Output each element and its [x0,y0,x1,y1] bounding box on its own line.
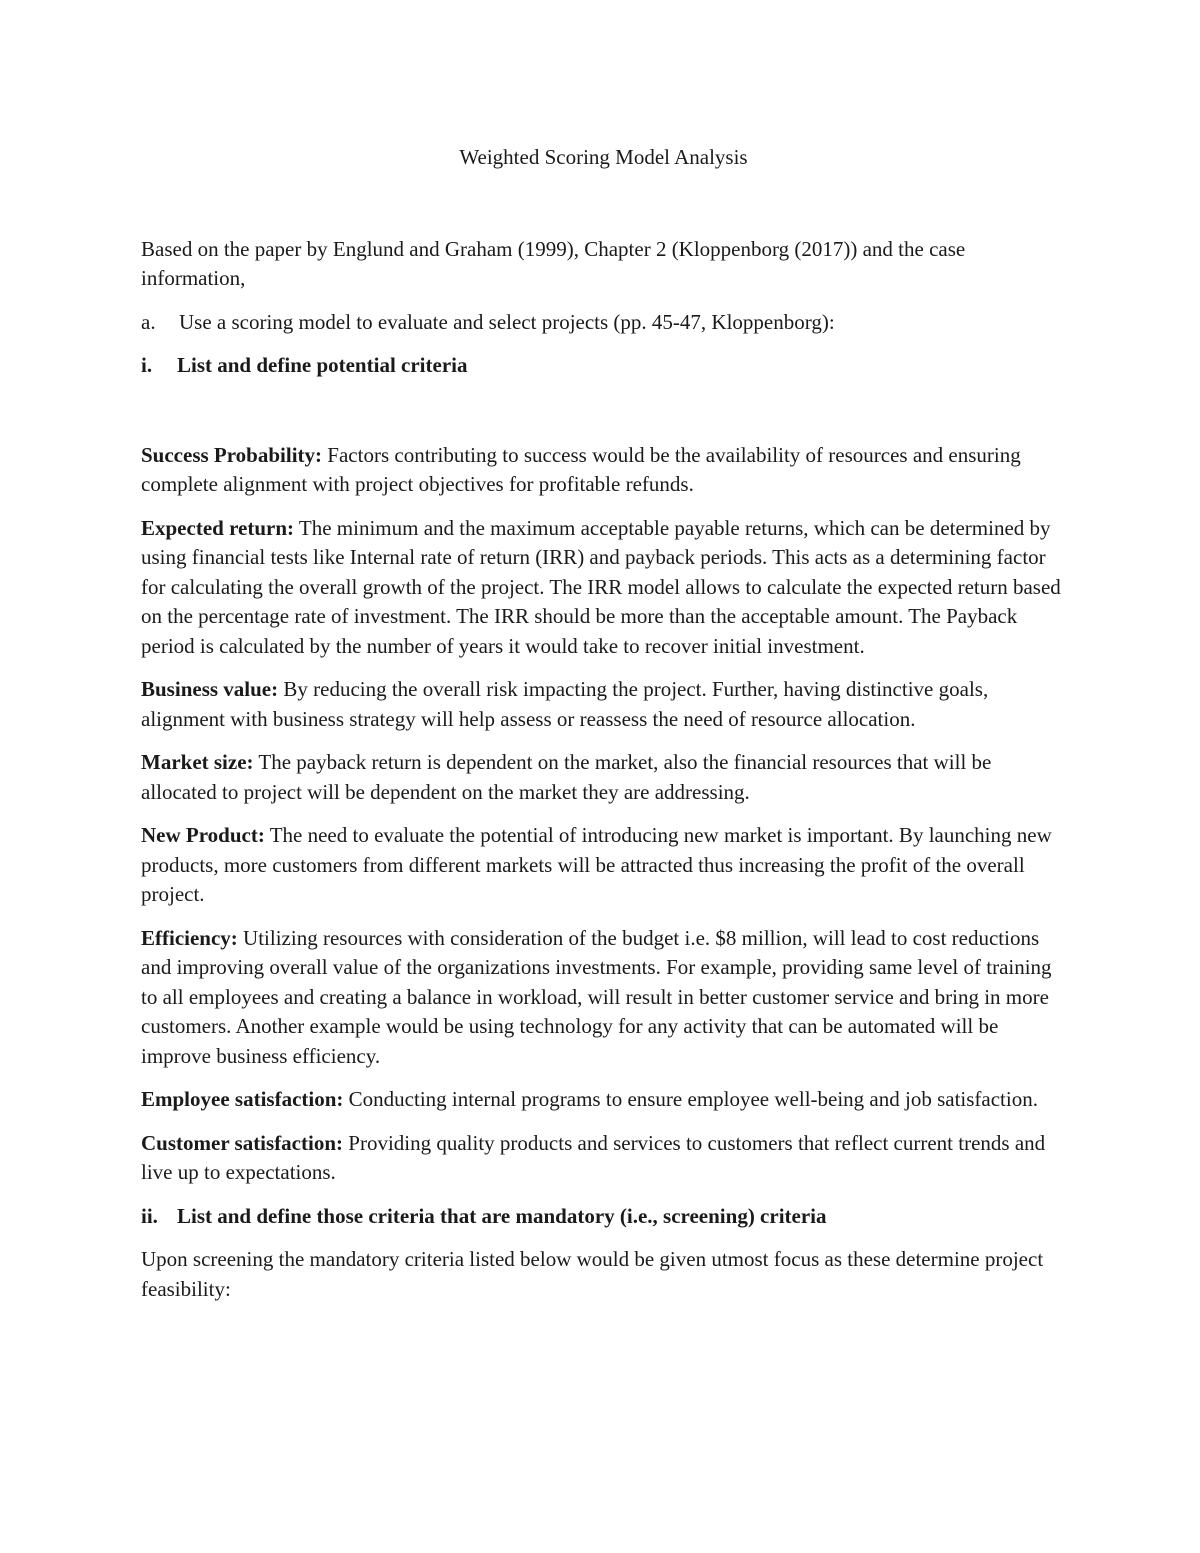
criterion-efficiency [141,924,1066,1072]
criterion-employee-satisfaction [141,1085,1066,1115]
section-heading-ii-text: List and define those criteria that are mandatory (i.e., screening) criteria [177,1203,827,1228]
criterion-term: Efficiency: [141,925,238,950]
criterion-definition: The payback return is dependent on the market, also the financial resources that will be allocated to project will be dependent on the market they are addressing. [141,750,992,804]
criterion-market-size [141,748,1066,807]
criterion-new-product [141,821,1066,910]
section-heading-i-text: List and define potential criteria [177,353,468,377]
criterion-term: Customer satisfaction: [141,1130,344,1155]
criterion-definition: Factors contributing to success would be the availability of resources and ensuring complete alignment with project objectives for profitable refunds. [141,442,1021,496]
criterion-definition: The minimum and the maximum acceptable payable returns, which can be determined by using financial tests like Internal rate of return (IRR) and payback periods. This acts as a determining factor for calculating the overall growth of the project. The IRR model allows to calculate the expected return based on the percentage rate of investment. The IRR should be more than the acceptable amount. The Payback period is calculated by the number of years it would take to recover initial investment. [141,515,1061,658]
criterion-business-value [141,675,1066,734]
criterion-term: Business value: [141,677,279,701]
criterion-term: Success Probability: [141,442,323,467]
section-heading-ii [141,1202,1066,1232]
criterion-customer-satisfaction [141,1129,1066,1188]
list-marker-a: a. [141,309,156,334]
criterion-term: Employee satisfaction: [141,1087,344,1111]
criterion-expected-return [141,514,1066,662]
document-body [141,143,1066,1318]
document-title: Weighted Scoring Model Analysis [459,145,748,169]
closing-paragraph: Upon screening the mandatory criteria listed below would be given utmost focus as these determine project feasibility: [141,1247,1044,1301]
criterion-definition: By reducing the overall risk impacting the project. Further, having distinctive goals, alignment with business strategy will help assess or reassess the need of resource allocation. [141,677,989,731]
section-heading-i [141,351,1066,381]
list-item-a [141,308,1066,338]
section-marker-ii: ii. [141,1203,158,1228]
criterion-term: New Product: [141,823,265,847]
criterion-success-probability [141,441,1066,500]
criterion-definition: Conducting internal programs to ensure employee well-being and job satisfaction. [343,1087,1038,1111]
criterion-term: Expected return: [141,515,294,540]
criterion-definition: Utilizing resources with consideration of the budget i.e. $8 million, will lead to cost reductions and improving overall value of the organizations investments. For example, providing same level of training to all employees and creating a balance in workload, will result in better customer service and bring in more customers. Another example would be using technology for any activity that can be automated will be improve business efficiency. [141,925,1052,1068]
section-marker-i: i. [141,353,153,377]
criterion-definition: The need to evaluate the potential of introducing new market is important. By launching new products, more customers from different markets will be attracted thus increasing the profit of the overall project. [141,823,1052,906]
list-item-a-text: Use a scoring model to evaluate and select projects (pp. 45-47, Kloppenborg): [179,309,835,334]
intro-paragraph: Based on the paper by Englund and Graham (1999), Chapter 2 (Kloppenborg (2017)) and the case information, [141,236,966,290]
criterion-definition: Providing quality products and services to customers that reflect current trends and live up to expectations. [141,1130,1046,1184]
criterion-term: Market size: [141,750,254,774]
